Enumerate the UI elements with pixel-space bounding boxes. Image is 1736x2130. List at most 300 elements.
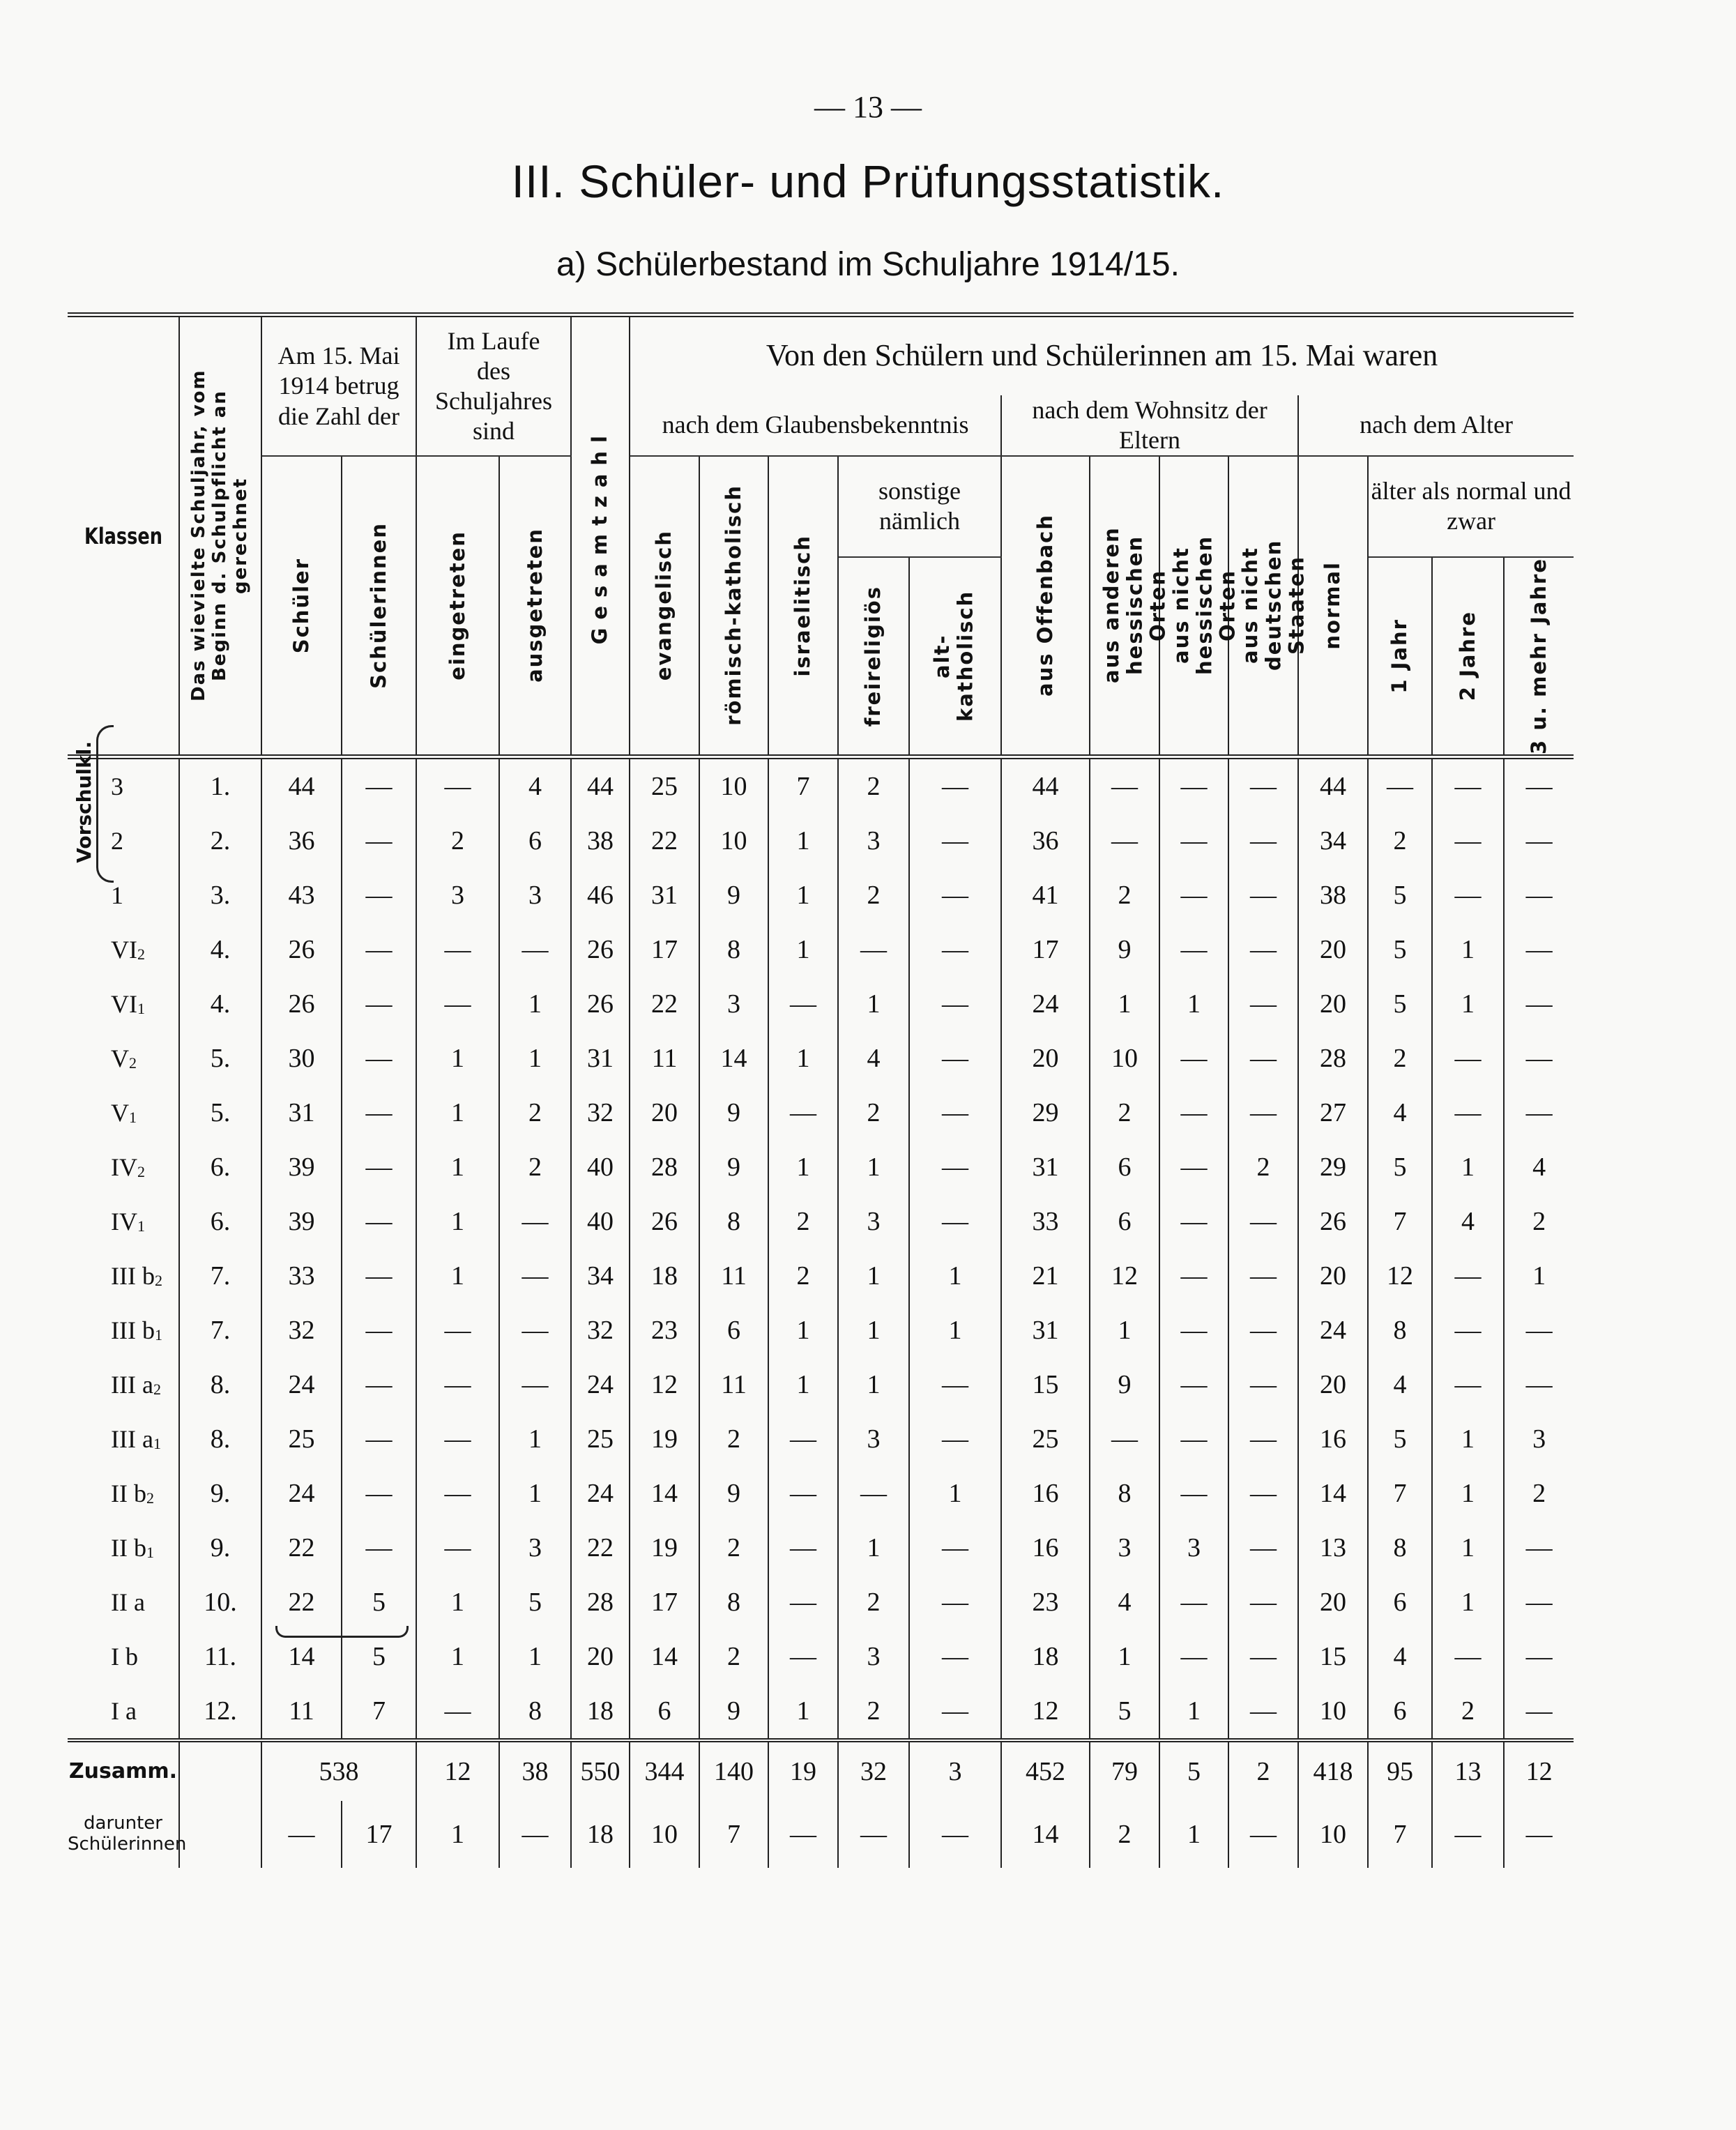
- cell-3-jahre: 1: [1504, 1249, 1574, 1303]
- cell-ausgetreten: 1: [499, 1466, 571, 1521]
- cell-andere-hessische: 79: [1090, 1740, 1159, 1801]
- cell-schueler: 33: [261, 1249, 342, 1303]
- cell-schuelerinnen: —: [342, 1086, 416, 1140]
- header-3-jahre: 3 u. mehr Jahre: [1526, 557, 1551, 754]
- cell-nicht-deutsche: —: [1228, 1194, 1298, 1249]
- cell-ausgetreten: 3: [499, 1521, 571, 1575]
- cell-andere-hessische: 12: [1090, 1249, 1159, 1303]
- cell-nicht-hessische: —: [1159, 1466, 1228, 1521]
- cell-schuljahr: 7.: [179, 1303, 261, 1357]
- cell-1-jahr: 95: [1368, 1740, 1432, 1801]
- header-alter: nach dem Alter: [1298, 395, 1574, 456]
- cell-2-jahre: —: [1432, 1357, 1504, 1412]
- cell-1-jahr: 12: [1368, 1249, 1432, 1303]
- cell-aus-offenbach: 36: [1001, 814, 1090, 868]
- cell-andere-hessische: 6: [1090, 1140, 1159, 1194]
- cell-schuelerinnen: —: [342, 1140, 416, 1194]
- cell-3-jahre: —: [1504, 1521, 1574, 1575]
- cell-schuljahr: 8.: [179, 1357, 261, 1412]
- table-row: [68, 1031, 1574, 1086]
- cell-gesamtzahl: 25: [571, 1412, 630, 1466]
- cell-altkatholisch: 1: [909, 1303, 1001, 1357]
- cell-3-jahre: —: [1504, 1086, 1574, 1140]
- cell-eingetreten: 1: [416, 1194, 499, 1249]
- header-von-den-schuelern: Von den Schülern und Schülerinnen am 15. Mai waren: [630, 315, 1574, 395]
- cell-normal: 10: [1298, 1684, 1368, 1740]
- cell-1-jahr: 5: [1368, 1412, 1432, 1466]
- cell-evangelisch: 18: [630, 1249, 699, 1303]
- cell-schuljahr: 4.: [179, 922, 261, 977]
- cell-3-jahre: —: [1504, 977, 1574, 1031]
- cell-normal: 38: [1298, 868, 1368, 922]
- class-subdivision: 2: [146, 1489, 154, 1507]
- cell-gesamtzahl: 24: [571, 1357, 630, 1412]
- cell-evangelisch: 19: [630, 1521, 699, 1575]
- cell-1-jahr: 5: [1368, 977, 1432, 1031]
- cell-roemisch-katholisch: 6: [699, 1303, 768, 1357]
- cell-3-jahre: —: [1504, 1801, 1574, 1868]
- cell-freireligioes: 32: [838, 1740, 909, 1801]
- cell-israelitisch: 1: [768, 1303, 838, 1357]
- cell-nicht-deutsche: —: [1228, 814, 1298, 868]
- cell-nicht-deutsche: 2: [1228, 1740, 1298, 1801]
- cell-normal: 13: [1298, 1521, 1368, 1575]
- cell-aus-offenbach: 12: [1001, 1684, 1090, 1740]
- class-label: [68, 1249, 179, 1303]
- cell-israelitisch: 1: [768, 1031, 838, 1086]
- cell-ausgetreten: —: [499, 1303, 571, 1357]
- cell-schuljahr: [179, 1801, 261, 1868]
- cell-evangelisch: 14: [630, 1629, 699, 1684]
- cell-schuljahr: 5.: [179, 1086, 261, 1140]
- cell-1-jahr: 6: [1368, 1684, 1432, 1740]
- cell-schuelerinnen: 5: [342, 1629, 416, 1684]
- section-title: III. Schüler- und Prüfungsstatistik.: [511, 155, 1225, 207]
- cell-2-jahre: 1: [1432, 1140, 1504, 1194]
- cell-schueler: 26: [261, 922, 342, 977]
- cell-2-jahre: —: [1432, 1086, 1504, 1140]
- cell-gesamtzahl: 26: [571, 922, 630, 977]
- table-row: [68, 1140, 1574, 1194]
- cell-ausgetreten: 2: [499, 1086, 571, 1140]
- cell-aus-offenbach: 33: [1001, 1194, 1090, 1249]
- cell-1-jahr: —: [1368, 756, 1432, 814]
- cell-altkatholisch: —: [909, 1031, 1001, 1086]
- girls-row: [68, 1801, 1574, 1868]
- cell-nicht-deutsche: —: [1228, 1303, 1298, 1357]
- cell-nicht-hessische: —: [1159, 1303, 1228, 1357]
- cell-3-jahre: 3: [1504, 1412, 1574, 1466]
- cell-aus-offenbach: 14: [1001, 1801, 1090, 1868]
- cell-normal: 20: [1298, 1575, 1368, 1629]
- cell-nicht-hessische: —: [1159, 756, 1228, 814]
- cell-nicht-deutsche: —: [1228, 1575, 1298, 1629]
- cell-aus-offenbach: 31: [1001, 1303, 1090, 1357]
- cell-andere-hessische: 10: [1090, 1031, 1159, 1086]
- cell-andere-hessische: 6: [1090, 1194, 1159, 1249]
- cell-eingetreten: —: [416, 1466, 499, 1521]
- header-evangelisch: evangelisch: [652, 530, 676, 681]
- cell-eingetreten: 1: [416, 1801, 499, 1868]
- cell-ausgetreten: 6: [499, 814, 571, 868]
- cell-schuelerinnen: —: [342, 1466, 416, 1521]
- cell-schueler: 22: [261, 1575, 342, 1629]
- cell-evangelisch: 25: [630, 756, 699, 814]
- cell-2-jahre: —: [1432, 1629, 1504, 1684]
- cell-1-jahr: 7: [1368, 1194, 1432, 1249]
- cell-roemisch-katholisch: 2: [699, 1521, 768, 1575]
- cell-schuljahr: 4.: [179, 977, 261, 1031]
- cell-schueler: 22: [261, 1521, 342, 1575]
- cell-schuljahr: 3.: [179, 868, 261, 922]
- header-im-laufe: Im Laufe des Schuljahres sind: [416, 315, 571, 456]
- class-name: II a: [111, 1588, 145, 1616]
- cell-altkatholisch: —: [909, 1521, 1001, 1575]
- cell-2-jahre: —: [1432, 756, 1504, 814]
- cell-eingetreten: 12: [416, 1740, 499, 1801]
- cell-freireligioes: 2: [838, 1684, 909, 1740]
- class-label: [68, 1629, 179, 1684]
- table-row: [68, 756, 1574, 814]
- cell-schuljahr: 9.: [179, 1466, 261, 1521]
- cell-nicht-hessische: —: [1159, 1140, 1228, 1194]
- cell-altkatholisch: 3: [909, 1740, 1001, 1801]
- class-name: VI: [111, 935, 137, 964]
- class-name: II b: [111, 1533, 146, 1562]
- cell-freireligioes: 3: [838, 814, 909, 868]
- cell-1-jahr: 2: [1368, 1031, 1432, 1086]
- cell-3-jahre: 2: [1504, 1194, 1574, 1249]
- cell-normal: 14: [1298, 1466, 1368, 1521]
- cell-eingetreten: 1: [416, 1629, 499, 1684]
- cell-roemisch-katholisch: 8: [699, 1575, 768, 1629]
- cell-eingetreten: —: [416, 977, 499, 1031]
- cell-normal: 27: [1298, 1086, 1368, 1140]
- cell-roemisch-katholisch: 10: [699, 756, 768, 814]
- cell-normal: 20: [1298, 1249, 1368, 1303]
- header-ausgetreten: ausgetreten: [522, 528, 547, 683]
- cell-schuelerinnen: 17: [342, 1801, 416, 1868]
- cell-gesamtzahl: 28: [571, 1575, 630, 1629]
- cell-roemisch-katholisch: 10: [699, 814, 768, 868]
- class-subdivision: 1: [129, 1108, 137, 1126]
- cell-ausgetreten: 3: [499, 868, 571, 922]
- cell-andere-hessische: 2: [1090, 1801, 1159, 1868]
- class-subdivision: 2: [153, 1380, 161, 1398]
- cell-gesamtzahl: 44: [571, 756, 630, 814]
- cell-schuelerinnen: 7: [342, 1684, 416, 1740]
- cell-2-jahre: 1: [1432, 1412, 1504, 1466]
- cell-3-jahre: —: [1504, 922, 1574, 977]
- cell-altkatholisch: —: [909, 756, 1001, 814]
- cell-roemisch-katholisch: 8: [699, 922, 768, 977]
- cell-gesamtzahl: 38: [571, 814, 630, 868]
- cell-roemisch-katholisch: 11: [699, 1249, 768, 1303]
- cell-altkatholisch: —: [909, 977, 1001, 1031]
- cell-1-jahr: 5: [1368, 1140, 1432, 1194]
- cell-andere-hessische: 4: [1090, 1575, 1159, 1629]
- cell-ausgetreten: 4: [499, 756, 571, 814]
- cell-eingetreten: —: [416, 1357, 499, 1412]
- class-subdivision: 1: [146, 1543, 154, 1561]
- cell-schuelerinnen: —: [342, 814, 416, 868]
- header-2-jahre: 2 Jahre: [1455, 611, 1479, 701]
- cell-schuljahr: 2.: [179, 814, 261, 868]
- class-label: [68, 1357, 179, 1412]
- cell-nicht-deutsche: —: [1228, 1086, 1298, 1140]
- cell-freireligioes: 4: [838, 1031, 909, 1086]
- cell-nicht-hessische: —: [1159, 1357, 1228, 1412]
- girls-label: darunter Schülerinnen: [68, 1801, 179, 1868]
- table-row: [68, 1357, 1574, 1412]
- cell-gesamtzahl: 22: [571, 1521, 630, 1575]
- header-am-15-mai: Am 15. Mai 1914 betrug die Zahl der: [261, 315, 416, 456]
- cell-roemisch-katholisch: 9: [699, 1086, 768, 1140]
- cell-ausgetreten: 5: [499, 1575, 571, 1629]
- cell-schueler: —: [261, 1801, 342, 1868]
- cell-altkatholisch: —: [909, 1629, 1001, 1684]
- cell-aus-offenbach: 452: [1001, 1740, 1090, 1801]
- cell-schuelerinnen: —: [342, 1031, 416, 1086]
- class-name: III b: [111, 1316, 155, 1344]
- class-label: [68, 1684, 179, 1740]
- cell-1-jahr: 5: [1368, 922, 1432, 977]
- cell-gesamtzahl: 32: [571, 1086, 630, 1140]
- cell-gesamtzahl: 40: [571, 1140, 630, 1194]
- cell-evangelisch: 20: [630, 1086, 699, 1140]
- cell-israelitisch: 1: [768, 1140, 838, 1194]
- cell-eingetreten: —: [416, 1521, 499, 1575]
- cell-normal: 16: [1298, 1412, 1368, 1466]
- cell-nicht-deutsche: —: [1228, 1684, 1298, 1740]
- cell-evangelisch: 11: [630, 1031, 699, 1086]
- cell-schueler: 31: [261, 1086, 342, 1140]
- cell-2-jahre: —: [1432, 1249, 1504, 1303]
- cell-ausgetreten: 38: [499, 1740, 571, 1801]
- class-label: [68, 1194, 179, 1249]
- cell-nicht-hessische: 1: [1159, 1684, 1228, 1740]
- cell-aus-offenbach: 29: [1001, 1086, 1090, 1140]
- header-sonstige: sonstige nämlich: [838, 456, 1001, 557]
- cell-evangelisch: 19: [630, 1412, 699, 1466]
- cell-roemisch-katholisch: 3: [699, 977, 768, 1031]
- header-roemisch-katholisch: römisch-katholisch: [721, 485, 745, 727]
- class-name: II b: [111, 1479, 146, 1507]
- cell-altkatholisch: —: [909, 1412, 1001, 1466]
- cell-nicht-deutsche: —: [1228, 1412, 1298, 1466]
- class-subdivision: 2: [129, 1053, 137, 1072]
- cell-eingetreten: —: [416, 1303, 499, 1357]
- cell-israelitisch: 1: [768, 868, 838, 922]
- cell-schuljahr: 12.: [179, 1684, 261, 1740]
- cell-evangelisch: 344: [630, 1740, 699, 1801]
- cell-nicht-hessische: —: [1159, 1575, 1228, 1629]
- cell-nicht-deutsche: —: [1228, 1357, 1298, 1412]
- cell-nicht-deutsche: —: [1228, 868, 1298, 922]
- cell-evangelisch: 26: [630, 1194, 699, 1249]
- cell-ausgetreten: —: [499, 1801, 571, 1868]
- cell-ausgetreten: —: [499, 1194, 571, 1249]
- cell-nicht-hessische: —: [1159, 1629, 1228, 1684]
- cell-1-jahr: 5: [1368, 868, 1432, 922]
- cell-schuelerinnen: —: [342, 1412, 416, 1466]
- class-name: I a: [111, 1696, 137, 1725]
- cell-eingetreten: 1: [416, 1575, 499, 1629]
- cell-roemisch-katholisch: 7: [699, 1801, 768, 1868]
- cell-schuelerinnen: —: [342, 1249, 416, 1303]
- cell-nicht-hessische: —: [1159, 1086, 1228, 1140]
- class-label: [68, 1086, 179, 1140]
- cell-3-jahre: —: [1504, 868, 1574, 922]
- cell-ausgetreten: —: [499, 922, 571, 977]
- cell-aus-offenbach: 15: [1001, 1357, 1090, 1412]
- cell-2-jahre: —: [1432, 814, 1504, 868]
- cell-aus-offenbach: 21: [1001, 1249, 1090, 1303]
- table-row: [68, 868, 1574, 922]
- cell-2-jahre: 1: [1432, 1466, 1504, 1521]
- cell-aus-offenbach: 17: [1001, 922, 1090, 977]
- cell-evangelisch: 17: [630, 922, 699, 977]
- header-israelitisch: israelitisch: [791, 534, 815, 677]
- cell-eingetreten: 1: [416, 1031, 499, 1086]
- cell-evangelisch: 6: [630, 1684, 699, 1740]
- cell-schueler-total: 538: [261, 1740, 416, 1801]
- cell-gesamtzahl: 20: [571, 1629, 630, 1684]
- cell-israelitisch: 1: [768, 922, 838, 977]
- cell-israelitisch: —: [768, 1629, 838, 1684]
- cell-israelitisch: —: [768, 1466, 838, 1521]
- class-subdivision: 2: [154, 1271, 162, 1289]
- cell-andere-hessische: 2: [1090, 868, 1159, 922]
- cell-evangelisch: 12: [630, 1357, 699, 1412]
- cell-3-jahre: 12: [1504, 1740, 1574, 1801]
- cell-israelitisch: —: [768, 1801, 838, 1868]
- cell-evangelisch: 23: [630, 1303, 699, 1357]
- cell-andere-hessische: —: [1090, 756, 1159, 814]
- cell-roemisch-katholisch: 2: [699, 1412, 768, 1466]
- header-andere-hessische: aus anderen hessischen Orten: [1099, 526, 1170, 684]
- cell-freireligioes: 1: [838, 977, 909, 1031]
- cell-schueler: 30: [261, 1031, 342, 1086]
- cell-israelitisch: 1: [768, 1357, 838, 1412]
- cell-eingetreten: —: [416, 1412, 499, 1466]
- cell-normal: 28: [1298, 1031, 1368, 1086]
- table-row: [68, 1521, 1574, 1575]
- class-name: IV: [111, 1207, 137, 1235]
- class-name: I b: [111, 1642, 138, 1671]
- cell-2-jahre: 4: [1432, 1194, 1504, 1249]
- table-row: [68, 1303, 1574, 1357]
- cell-ausgetreten: 1: [499, 1412, 571, 1466]
- cell-evangelisch: 31: [630, 868, 699, 922]
- cell-andere-hessische: 1: [1090, 1303, 1159, 1357]
- cell-1-jahr: 6: [1368, 1575, 1432, 1629]
- cell-nicht-deutsche: —: [1228, 1031, 1298, 1086]
- class-name: 2: [111, 826, 123, 855]
- class-name: V: [111, 1098, 129, 1127]
- vorschul-label: Vorschulkl.: [72, 740, 96, 863]
- cell-andere-hessische: 3: [1090, 1521, 1159, 1575]
- cell-3-jahre: —: [1504, 1303, 1574, 1357]
- cell-altkatholisch: —: [909, 1194, 1001, 1249]
- cell-altkatholisch: —: [909, 1801, 1001, 1868]
- cell-roemisch-katholisch: 9: [699, 868, 768, 922]
- class-subdivision: 1: [137, 1217, 145, 1235]
- cell-normal: 26: [1298, 1194, 1368, 1249]
- cell-schueler: 39: [261, 1194, 342, 1249]
- cell-normal: 15: [1298, 1629, 1368, 1684]
- cell-altkatholisch: 1: [909, 1466, 1001, 1521]
- cell-1-jahr: 4: [1368, 1629, 1432, 1684]
- cell-schueler: 44: [261, 756, 342, 814]
- cell-schuljahr: 1.: [179, 756, 261, 814]
- class-subdivision: 1: [153, 1434, 161, 1452]
- cell-israelitisch: —: [768, 1575, 838, 1629]
- cell-ausgetreten: 8: [499, 1684, 571, 1740]
- cell-gesamtzahl: 18: [571, 1801, 630, 1868]
- cell-schueler: 11: [261, 1684, 342, 1740]
- cell-schuljahr: 5.: [179, 1031, 261, 1086]
- cell-gesamtzahl: 550: [571, 1740, 630, 1801]
- cell-nicht-hessische: —: [1159, 1412, 1228, 1466]
- cell-nicht-hessische: —: [1159, 1194, 1228, 1249]
- class-label: [68, 1575, 179, 1629]
- cell-freireligioes: 2: [838, 756, 909, 814]
- cell-andere-hessische: —: [1090, 814, 1159, 868]
- header-aelter-als-normal: älter als normal und zwar: [1368, 456, 1574, 557]
- class-name: 1: [111, 881, 123, 909]
- cell-schuelerinnen: —: [342, 1194, 416, 1249]
- cell-3-jahre: —: [1504, 1684, 1574, 1740]
- cell-freireligioes: 2: [838, 1575, 909, 1629]
- cell-schuljahr: 7.: [179, 1249, 261, 1303]
- cell-eingetreten: —: [416, 756, 499, 814]
- class-label: [68, 977, 179, 1031]
- cell-israelitisch: 2: [768, 1249, 838, 1303]
- cell-nicht-hessische: 5: [1159, 1740, 1228, 1801]
- cell-israelitisch: —: [768, 1086, 838, 1140]
- cell-nicht-deutsche: —: [1228, 1629, 1298, 1684]
- cell-nicht-hessische: —: [1159, 868, 1228, 922]
- cell-aus-offenbach: 16: [1001, 1521, 1090, 1575]
- cell-schueler: 14: [261, 1629, 342, 1684]
- cell-roemisch-katholisch: 9: [699, 1466, 768, 1521]
- cell-andere-hessische: 9: [1090, 1357, 1159, 1412]
- page-number: — 13 —: [814, 90, 922, 124]
- cell-eingetreten: —: [416, 922, 499, 977]
- cell-gesamtzahl: 46: [571, 868, 630, 922]
- cell-1-jahr: 4: [1368, 1357, 1432, 1412]
- cell-altkatholisch: 1: [909, 1249, 1001, 1303]
- cell-israelitisch: 19: [768, 1740, 838, 1801]
- table-row: [68, 1466, 1574, 1521]
- cell-roemisch-katholisch: 9: [699, 1140, 768, 1194]
- cell-nicht-deutsche: —: [1228, 1249, 1298, 1303]
- cell-freireligioes: 2: [838, 868, 909, 922]
- cell-3-jahre: 2: [1504, 1466, 1574, 1521]
- cell-eingetreten: 1: [416, 1249, 499, 1303]
- header-gesamtzahl: Gesamtzahl: [588, 427, 612, 645]
- cell-schuelerinnen: 5: [342, 1575, 416, 1629]
- cell-israelitisch: —: [768, 977, 838, 1031]
- cell-aus-offenbach: 16: [1001, 1466, 1090, 1521]
- header-aus-offenbach: aus Offenbach: [1033, 514, 1057, 697]
- cell-nicht-deutsche: —: [1228, 1801, 1298, 1868]
- class-label: [68, 1521, 179, 1575]
- cell-evangelisch: 22: [630, 814, 699, 868]
- cell-israelitisch: 1: [768, 1684, 838, 1740]
- cell-eingetreten: 1: [416, 1140, 499, 1194]
